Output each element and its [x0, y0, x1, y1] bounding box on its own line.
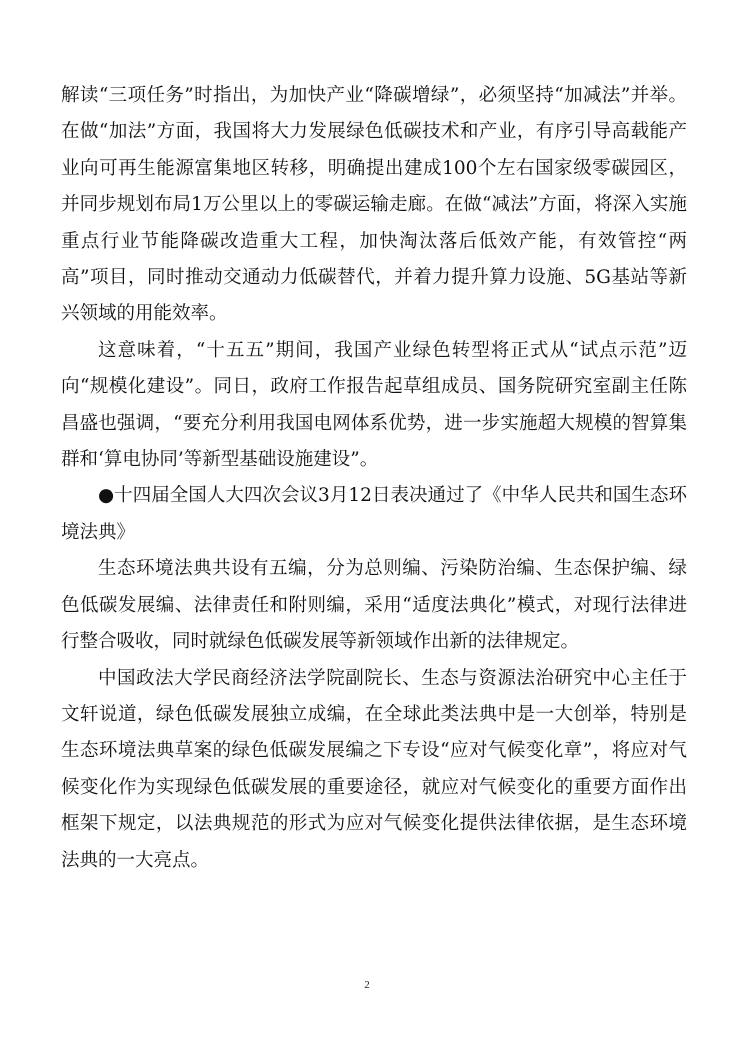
- paragraph-continuation: 解读“三项任务”时指出，为加快产业“降碳增绿”，必须坚持“加减法”并举。在做“加法”方面，我国将大力发展绿色低碳技术和产业，有序引导高载能产业向可再生能源富集地区转移，明确提出建成100个左右国家级零碳园区，并同步规划布局1万公里以上的零碳运输走廊。在做“减法”方面，将深入实施重点行业节能降碳改造重大工程，加快淘汰落后低效产能，有效管控“两高”项目，同时推动交通动力低碳替代，并着力提升算力设施、5G基站等新兴领域的用能效率。: [61, 85, 687, 325]
- page-number: 2: [364, 979, 370, 991]
- paragraph: 中国政法大学民商经济法学院副院长、生态与资源法治研究中心主任于文轩说道，绿色低碳发展独立成编，在全球此类法典中是一大创举，特别是生态环境法典草案的绿色低碳发展编之下专设“应对气候变化章”，将应对气候变化作为实现绿色低碳发展的重要途径，就应对气候变化的重要方面作出框架下规定，以法典规范的形式为应对气候变化提供法律依据，是生态环境法典的一大亮点。: [61, 667, 687, 871]
- bullet-heading: ●十四届全国人大四次会议3月12日表决通过了《中华人民共和国生态环境法典》: [61, 485, 687, 543]
- document-body: [61, 78, 687, 879]
- paragraph: 生态环境法典共设有五编，分为总则编、污染防治编、生态保护编、绿色低碳发展编、法律责任和附则编，采用“适度法典化”模式，对现行法律进行整合吸收，同时就绿色低碳发展等新领域作出新的法律规定。: [61, 558, 687, 653]
- paragraph: 这意味着，“十五五”期间，我国产业绿色转型将正式从“试点示范”迈向“规模化建设”。同日，政府工作报告起草组成员、国务院研究室副主任陈昌盛也强调，“要充分利用我国电网体系优势，进一步实施超大规模的智算集群和‘算电协同’等新型基础设施建设”。: [61, 339, 687, 471]
